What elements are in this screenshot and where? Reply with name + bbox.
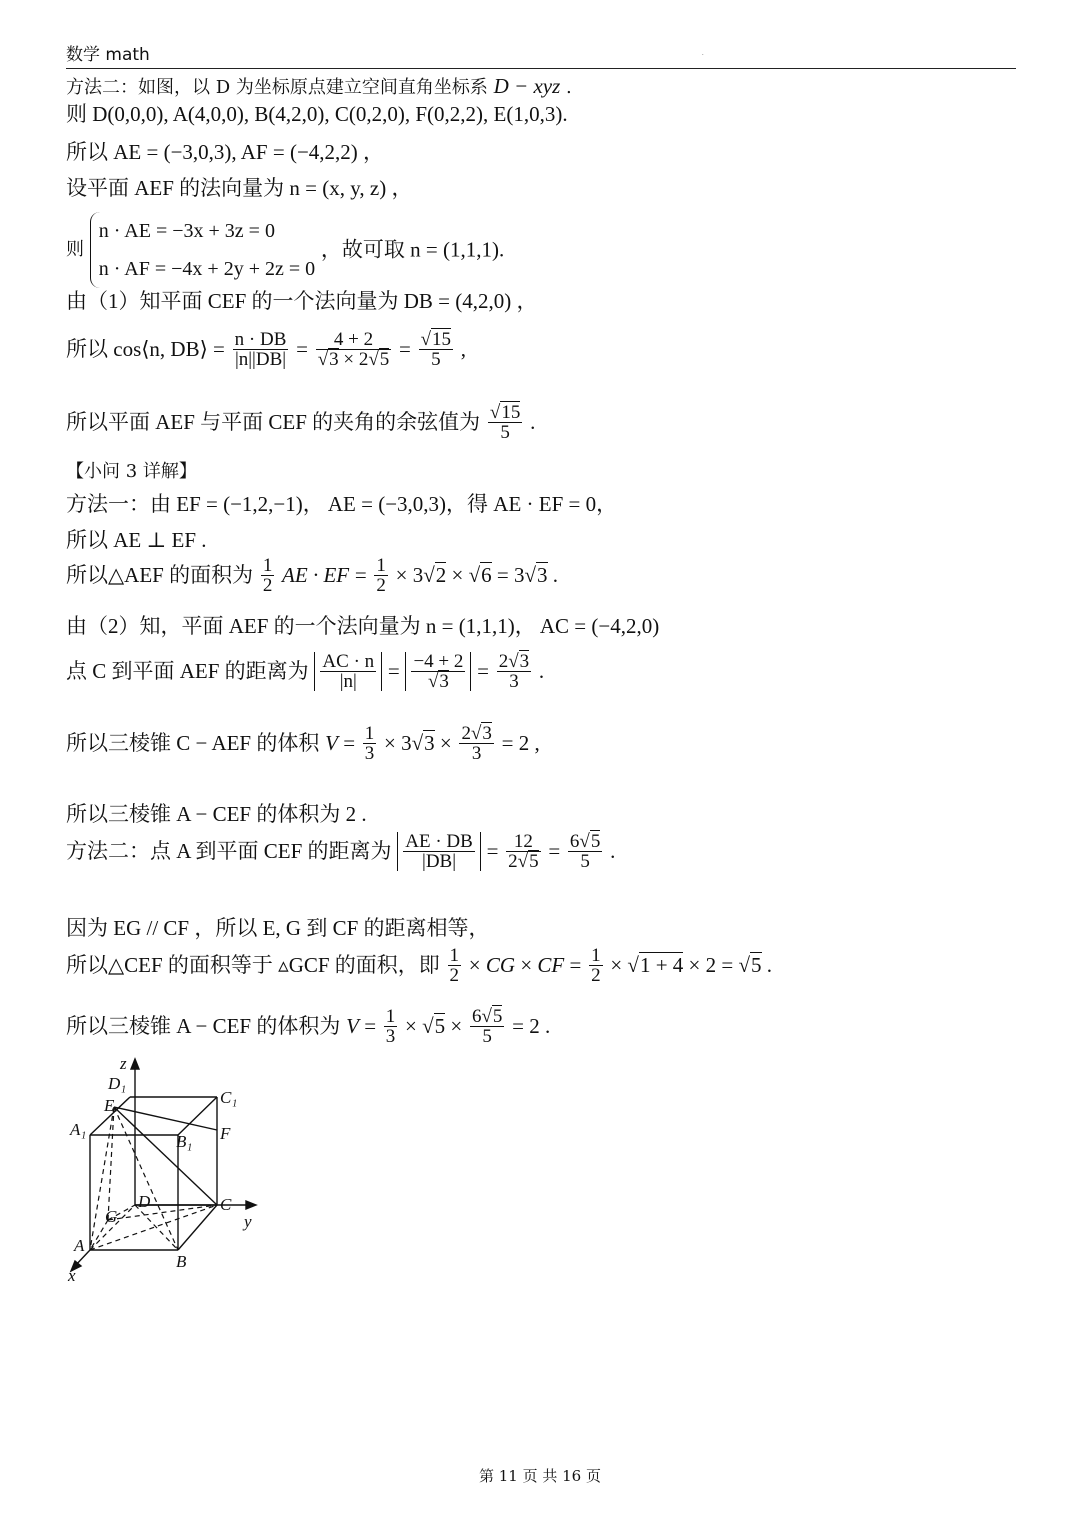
label-d1: D₁ (108, 1074, 127, 1093)
equation-system: n · AE = −3x + 3z = 0 n · AF = −4x + 2y + 2z = 0 (90, 212, 315, 288)
line-coordinates: 则 D(0,0,0), A(4,0,0), B(4,2,0), C(0,2,0), F(0,2,2), E(1,0,3). (66, 102, 568, 126)
label-a1: A₁ (70, 1120, 87, 1139)
line-normal-vector: 设平面 AEF 的法向量为 n = (x, y, z) ， (66, 176, 413, 200)
label-c: C (220, 1195, 232, 1214)
page-header: 数学 math . (66, 40, 1016, 69)
line-perpendicular: 所以 AE ⊥ EF . (66, 528, 207, 552)
section-3-title: 【小问 3 详解】 (66, 461, 197, 482)
line-cosine: 所以 cos⟨n, DB⟩ = $\frac{n \cdot DB}{|n||DB|}$ = $\frac{4 + 2}{√3 \times 2√5}$ = $\frac{√15}{5}$ , (66, 329, 467, 370)
label-c1: C₁ (220, 1088, 238, 1107)
label-b: B (176, 1252, 187, 1271)
line-method2-intro: 方法二：如图，以 D 为坐标原点建立空间直角坐标系 D − xyz . (66, 74, 572, 98)
label-a: A (74, 1236, 85, 1255)
line-distance-c: 点 C 到平面 AEF 的距离为 $\frac{AC \cdot n}{|n|}$ = $\frac{-4 + 2}{√3}$ = $\frac{2√3}{3}$ . (66, 651, 545, 692)
line-equation-system: 则 n · AE = −3x + 3z = 0 n · AF = −4x + 2y + 2z = 0 ，故可取 n = (1,1,1). (66, 212, 504, 288)
cube-figure (60, 1055, 270, 1285)
line-area-cef: 所以△CEF 的面积等于 ▵GCF 的面积，即 $\frac{1}{2}$ × CG × CF = $\frac{1}{2}$ × √1 + 4 × 2 = √5 . (66, 945, 772, 986)
line-vectors-ae-af: 所以 AE = (−3,0,3), AF = (−4,2,2) ， (66, 140, 385, 164)
line-parallel: 因为 EG // CF ，所以 E, G 到 CF 的距离相等， (66, 916, 490, 940)
label-d: D (138, 1192, 151, 1211)
label-f: F (220, 1124, 231, 1143)
line-volume-method2: 所以三棱锥 A − CEF 的体积为 V = $\frac{1}{3}$ × √5 × $\frac{6√5}{5}$ = 2 . (66, 1006, 551, 1047)
page-footer (0, 1465, 1080, 1486)
line-volume-result: 所以三棱锥 A − CEF 的体积为 2 . (66, 802, 367, 826)
page-number: 第 11 页 共 16 页 (478, 1467, 601, 1485)
label-x: x (68, 1266, 76, 1285)
label-y: y (244, 1212, 252, 1231)
label-z: z (120, 1055, 127, 1073)
line-method2-distance: 方法二：点 A 到平面 CEF 的距离为 $\frac{AE \cdot DB}{|DB|}$ = $\frac{12}{2√5}$ = $\frac{6√5}{5}$ . (66, 831, 616, 872)
header-subject: 数学 math (66, 45, 150, 65)
line-method1: 方法一：由 EF = (−1,2,−1)， AE = (−3,0,3)，得 AE · EF = 0， (66, 492, 618, 516)
label-g: G (105, 1207, 118, 1226)
line-normal-ac: 由（2）知，平面 AEF 的一个法向量为 n = (1,1,1)， AC = (−4,2,0) (66, 614, 660, 638)
line-area-aef: 所以△AEF 的面积为 $\frac{1}{2}$ AE · EF = $\frac{1}{2}$ × 3√2 × √6 = 3√3 . (66, 555, 559, 596)
label-e: E (104, 1096, 115, 1115)
line-cosine-result: 所以平面 AEF 与平面 CEF 的夹角的余弦值为 $\frac{√15}{5}$ . (66, 402, 536, 443)
line-normal-cef: 由（1）知平面 CEF 的一个法向量为 DB = (4,2,0) ， (66, 289, 538, 313)
line-volume-c-aef: 所以三棱锥 C − AEF 的体积 V = $\frac{1}{3}$ × 3√3 × $\frac{2√3}{3}$ = 2 , (66, 723, 540, 764)
label-b1: B₁ (176, 1132, 193, 1151)
